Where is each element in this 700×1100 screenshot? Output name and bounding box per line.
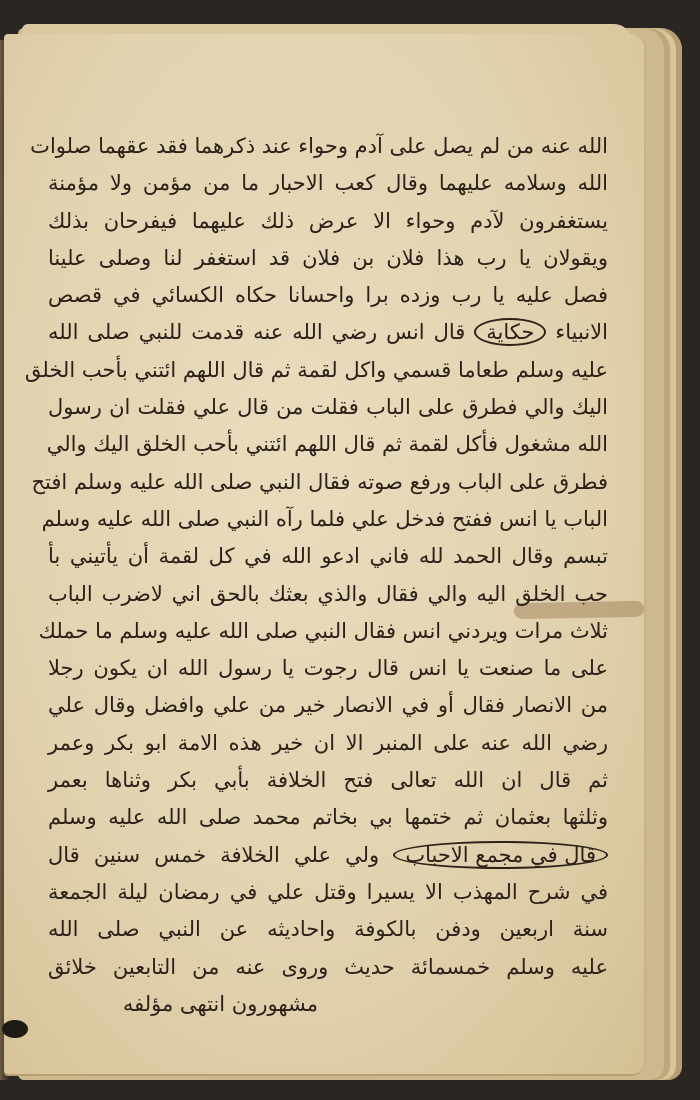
text-line: ويقولان يا رب هذا فلان بن فلان قد استغفر لنا وصلى علينا — [48, 245, 608, 270]
text-line: الباب يا انس ففتح فدخل علي فلما رآه النبي صلى الله عليه وسلم — [41, 506, 608, 531]
text-line: اليك والي فطرق على الباب فقلت من قال علي فقلت ان رسول — [48, 395, 608, 420]
text-line: ثلاث مرات ويردني انس فقال النبي صلى الله عليه وسلم ما حملك — [38, 618, 608, 643]
text-line: رضي الله عنه على المنبر الا ان خير هذه الامة ابو بكر وعمر — [48, 730, 608, 755]
rubric-heading: حكاية — [474, 318, 546, 346]
text-line: عليه وسلم خمسمائة حديث وروى عنه من التابعين خلائق — [48, 954, 608, 979]
text-line: عليه وسلم طعاما قسمي واكل لقمة ثم قال اللهم ائتني بأحب الخلق — [24, 357, 608, 382]
text-segment: ولي علي الخلافة خمس سنين قال — [48, 842, 380, 867]
text-line — [48, 837, 608, 874]
text-line: وثلثها بعثمان ثم ختمها بي بخاتم محمد صلى الله عليه وسلم — [48, 805, 608, 830]
manuscript-text — [24, 128, 608, 1023]
text-line: ثم قال ان الله تعالى فتح الخلافة بأبي بكر وثناها بعمر — [48, 768, 608, 793]
text-line — [48, 314, 608, 351]
text-line: الله عنه من لم يصل على آدم وحواء عند ذكرهما فقد عقهما صلوات — [30, 134, 608, 158]
text-line: في شرح المهذب الا يسيرا وقتل علي في رمضان ليلة الجمعة — [48, 879, 608, 904]
text-line: على ما صنعت يا انس قال رجوت يا رسول الله ان يكون رجلا — [48, 656, 608, 681]
worm-hole — [2, 1020, 28, 1038]
text-line: الله وسلامه عليهما وقال كعب الاحبار ما من مؤمن ولا مؤمنة — [48, 171, 608, 196]
text-line: سنة اربعين ودفن بالكوفة واحاديثه عن النبي صلى الله — [48, 917, 608, 942]
text-line: مشهورون انتهى مؤلفه — [122, 991, 318, 1016]
rubric-heading: قال في مجمع الاحباب — [393, 841, 608, 869]
text-line: تبسم وقال الحمد لله فاني ادعو الله في كل لقمة أن يأتيني بأ — [48, 544, 608, 569]
text-segment: قال انس رضي الله عنه قدمت للنبي صلى الله — [48, 320, 466, 345]
text-line: الله مشغول فأكل لقمة ثم قال اللهم ائتني بأحب الخلق اليك والي — [46, 432, 608, 457]
text-segment: الانبياء — [555, 320, 608, 345]
text-line: فصل عليه يا رب وزده برا واحسانا حكاه الكسائي في قصص — [48, 283, 608, 308]
text-line: يستغفرون لآدم وحواء الا عرض ذلك عليهما فيفرحان بذلك — [48, 208, 608, 233]
text-line: من الانصار فقال أو في الانصار خير من علي وافضل وقال علي — [48, 693, 608, 718]
text-line: حب الخلق اليه والي فقال والذي بعثك بالحق اني لاضرب الباب — [48, 581, 608, 606]
text-line: فطرق على الباب ورفع صوته فقال النبي صلى الله عليه وسلم افتح — [31, 469, 608, 494]
